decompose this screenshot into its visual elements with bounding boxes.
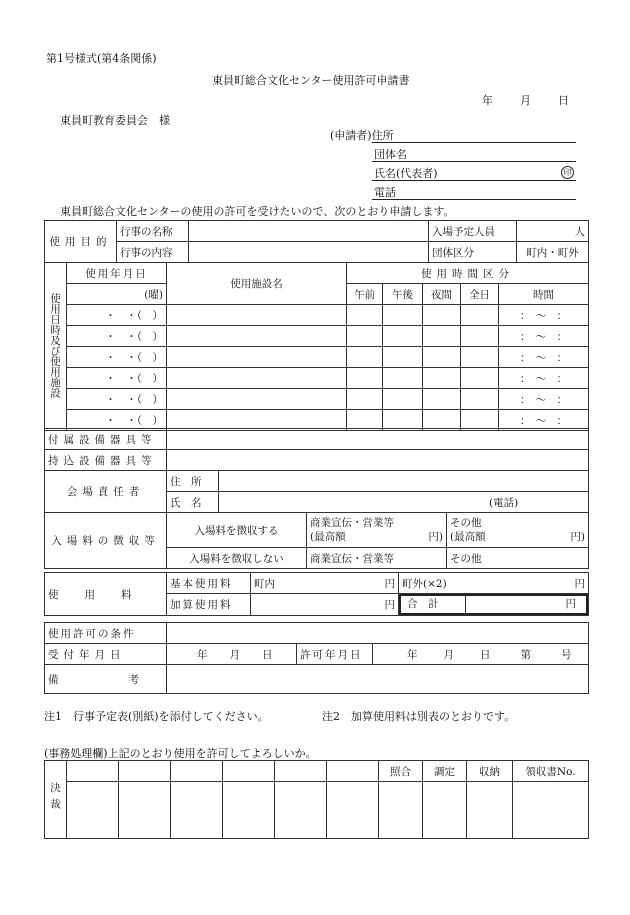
- check-stamp[interactable]: [379, 782, 423, 839]
- admission-table: [44, 512, 589, 569]
- other-label: その他: [450, 517, 482, 529]
- receipt-header: 収納: [467, 761, 513, 782]
- permit-day: 日: [480, 648, 491, 661]
- schedule-row: [45, 305, 589, 326]
- manager-address-label: 住 所: [167, 471, 219, 492]
- row-night[interactable]: [423, 305, 461, 326]
- row-night[interactable]: [423, 347, 461, 368]
- row-am[interactable]: [347, 347, 383, 368]
- approval-header-5: [275, 761, 327, 782]
- fee-label: 使用料: [45, 573, 167, 616]
- out-town-label: 町外(×2): [402, 577, 447, 590]
- admin-table: [44, 622, 589, 694]
- check-header: 照合: [379, 761, 423, 782]
- row-time[interactable]: ： ～ ：: [499, 368, 589, 389]
- total-box[interactable]: [399, 594, 588, 615]
- schedule-row: [45, 347, 589, 368]
- approval-stamp-1[interactable]: [67, 782, 119, 839]
- reception-date-field[interactable]: [167, 644, 297, 665]
- in-town-label: 町内: [254, 577, 275, 590]
- intro-text: 東員町総合文化センターの使用の許可を受けたいので、次のとおり申請します。: [60, 205, 455, 218]
- row-allday[interactable]: [461, 389, 499, 410]
- not-collect-option[interactable]: 入場料を徴収しない: [167, 548, 307, 569]
- applicant-address-label: (申請者)住所: [330, 129, 394, 142]
- adjust-stamp[interactable]: [423, 782, 467, 839]
- manager-name-field[interactable]: [219, 492, 589, 513]
- basic-fee-out-town[interactable]: [399, 573, 589, 594]
- applicant-group-label: 団体名: [374, 148, 407, 161]
- added-fee-label: 加算使用料: [167, 594, 251, 616]
- approval-stamp-6[interactable]: [327, 782, 379, 839]
- row-facility[interactable]: [167, 368, 347, 389]
- event-content-label: 行事の内容: [117, 242, 189, 263]
- people-unit: 人: [574, 225, 585, 238]
- weekday-header: (曜): [67, 284, 167, 305]
- row-allday[interactable]: [461, 368, 499, 389]
- slot-night: 夜間: [423, 284, 461, 305]
- row-date[interactable]: ・ ・（ ）: [67, 326, 167, 347]
- row-pm[interactable]: [383, 347, 423, 368]
- row-pm[interactable]: [383, 368, 423, 389]
- manager-phone-label: (電話): [489, 496, 519, 509]
- row-time[interactable]: ： ～ ：: [499, 305, 589, 326]
- reception-day: 日: [262, 648, 273, 661]
- row-night[interactable]: [423, 326, 461, 347]
- permit-no-label: 第: [520, 648, 531, 661]
- manager-table: [44, 470, 589, 513]
- manager-name-label: 氏 名: [167, 492, 219, 513]
- office-table: [44, 760, 589, 839]
- commercial-label: 商業宣伝・営業等: [310, 517, 394, 529]
- brought-equipment-field[interactable]: [167, 450, 589, 471]
- purpose-table: [44, 220, 589, 263]
- reception-label: 受付年月日: [45, 644, 167, 665]
- applicant-phone-label: 電話: [374, 186, 396, 199]
- schedule-side-text: 使用日時及び使用施設: [49, 292, 61, 398]
- row-facility[interactable]: [167, 326, 347, 347]
- row-time[interactable]: ： ～ ：: [499, 347, 589, 368]
- row-pm[interactable]: [383, 389, 423, 410]
- date-line: [482, 92, 569, 108]
- year-label: 年: [482, 94, 493, 107]
- other-free-option[interactable]: その他: [447, 548, 589, 569]
- schedule-row: [45, 326, 589, 347]
- brought-equipment-label: 持込設備器具等: [45, 450, 167, 471]
- yen-unit: 円: [384, 577, 395, 590]
- yen-close: 円): [428, 531, 443, 543]
- date-header: 使用年月日: [67, 263, 167, 284]
- admission-label: 入場料の徴収等: [45, 513, 167, 569]
- permit-month: 月: [443, 648, 454, 661]
- commercial-collect-option[interactable]: [307, 513, 447, 548]
- remarks-label: 備考: [45, 665, 167, 694]
- note-1: 注1 行事予定表(別紙)を添付してください。: [44, 710, 269, 723]
- schedule-row: [45, 368, 589, 389]
- expected-people-field[interactable]: [517, 221, 589, 242]
- approval-stamp-3[interactable]: [171, 782, 223, 839]
- row-facility[interactable]: [167, 305, 347, 326]
- applicant-name-label: 氏名(代表者): [374, 167, 438, 180]
- row-pm[interactable]: [383, 326, 423, 347]
- row-date[interactable]: ・ ・（ ）: [67, 389, 167, 410]
- reception-month: 月: [229, 648, 240, 661]
- manager-address-field[interactable]: [219, 471, 589, 492]
- row-pm[interactable]: [383, 305, 423, 326]
- manager-label: 会場責任者: [45, 471, 167, 513]
- fee-table: [44, 572, 589, 616]
- purpose-label: 使用目的: [45, 221, 117, 263]
- row-allday[interactable]: [461, 326, 499, 347]
- yen-unit: 円: [574, 577, 585, 590]
- approval-header-4: [223, 761, 275, 782]
- row-date[interactable]: ・ ・（ ）: [67, 368, 167, 389]
- decision-text: 決裁: [49, 781, 61, 815]
- total-yen: 円: [565, 598, 576, 610]
- event-name-field[interactable]: [189, 221, 429, 242]
- row-date[interactable]: ・ ・（ ）: [67, 305, 167, 326]
- permit-date-label: 許可年月日: [297, 644, 373, 665]
- permit-date-field[interactable]: [373, 644, 589, 665]
- applicant-address-line[interactable]: [372, 142, 576, 143]
- facility-header: 使用施設名: [167, 263, 347, 305]
- conditions-label: 使用許可の条件: [45, 623, 167, 644]
- row-time[interactable]: ： ～ ：: [499, 326, 589, 347]
- row-allday[interactable]: [461, 305, 499, 326]
- seal-icon: 印: [561, 166, 574, 179]
- note-2: 注2 加算使用料は別表のとおりです。: [322, 710, 516, 723]
- row-date[interactable]: ・ ・（ ）: [67, 347, 167, 368]
- form-title: 東員町総合文化センター使用許可申請書: [212, 74, 410, 87]
- applicant-group-line[interactable]: [372, 161, 576, 162]
- slot-hours: 時間: [499, 284, 589, 305]
- added-fee-field[interactable]: [251, 594, 399, 616]
- row-am[interactable]: [347, 389, 383, 410]
- addressee: 東員町教育委員会 様: [60, 114, 170, 127]
- expected-people-label: 入場予定人員: [429, 221, 517, 242]
- reception-year: 年: [197, 648, 208, 661]
- row-allday[interactable]: [461, 347, 499, 368]
- row-facility[interactable]: [167, 347, 347, 368]
- equipment-label: 付属設備器具等: [45, 429, 167, 450]
- event-name-label: 行事の名称: [117, 221, 189, 242]
- conditions-field[interactable]: [167, 623, 589, 644]
- slot-pm: 午後: [383, 284, 423, 305]
- time-header: 使用時間区分: [347, 263, 589, 284]
- total-cell: [399, 594, 589, 616]
- basic-fee-label: 基本使用料: [167, 573, 251, 594]
- basic-fee-in-town[interactable]: [251, 573, 399, 594]
- approval-header-1: [67, 761, 119, 782]
- approval-stamp-5[interactable]: [275, 782, 327, 839]
- slot-am: 午前: [347, 284, 383, 305]
- max-amount-label: (最高額: [310, 531, 346, 543]
- applicant-name-line[interactable]: [372, 180, 576, 181]
- yen-close-2: 円): [570, 531, 585, 543]
- equipment-table: [44, 428, 589, 471]
- decision-label: [45, 761, 67, 839]
- event-content-field[interactable]: [189, 242, 429, 263]
- yen-unit: 円: [384, 599, 395, 611]
- day-label: 日: [558, 94, 569, 107]
- month-label: 月: [520, 94, 531, 107]
- office-note: (事務処理欄)上記のとおり使用を許可してよろしいか。: [44, 747, 317, 760]
- max-amount-label-2: (最高額: [450, 531, 486, 543]
- row-time[interactable]: ： ～ ：: [499, 410, 589, 431]
- commercial-free-option[interactable]: 商業宣伝・営業等: [307, 548, 447, 569]
- equipment-field[interactable]: [167, 429, 589, 450]
- row-am[interactable]: [347, 368, 383, 389]
- approval-stamp-4[interactable]: [223, 782, 275, 839]
- adjust-header: 調定: [423, 761, 467, 782]
- row-date[interactable]: ・ ・（ ）: [67, 410, 167, 431]
- group-class-options[interactable]: 町内・町外: [517, 242, 589, 263]
- receipt-no-field[interactable]: [513, 782, 589, 839]
- row-am[interactable]: [347, 305, 383, 326]
- form-number: 第1号様式(第4条関係): [46, 52, 157, 65]
- seal-mark: [561, 165, 574, 179]
- remarks-field[interactable]: [167, 665, 589, 694]
- row-night[interactable]: [423, 389, 461, 410]
- other-collect-option[interactable]: [447, 513, 589, 548]
- receipt-no-header: 領収書No.: [513, 761, 589, 782]
- group-class-label: 団体区分: [429, 242, 517, 263]
- applicant-phone-line[interactable]: [372, 199, 576, 200]
- row-night[interactable]: [423, 368, 461, 389]
- collect-option[interactable]: 入場料を徴収する: [167, 513, 307, 548]
- row-time[interactable]: ： ～ ：: [499, 389, 589, 410]
- row-am[interactable]: [347, 326, 383, 347]
- approval-header-2: [119, 761, 171, 782]
- schedule-table: [44, 262, 589, 431]
- total-label: 合 計: [401, 596, 466, 613]
- permit-go-label: 号: [561, 648, 572, 661]
- approval-header-6: [327, 761, 379, 782]
- approval-stamp-2[interactable]: [119, 782, 171, 839]
- row-facility[interactable]: [167, 389, 347, 410]
- schedule-row: [45, 389, 589, 410]
- permit-year: 年: [407, 648, 418, 661]
- approval-header-3: [171, 761, 223, 782]
- receipt-stamp[interactable]: [467, 782, 513, 839]
- schedule-side-label: [45, 263, 67, 431]
- slot-allday: 全日: [461, 284, 499, 305]
